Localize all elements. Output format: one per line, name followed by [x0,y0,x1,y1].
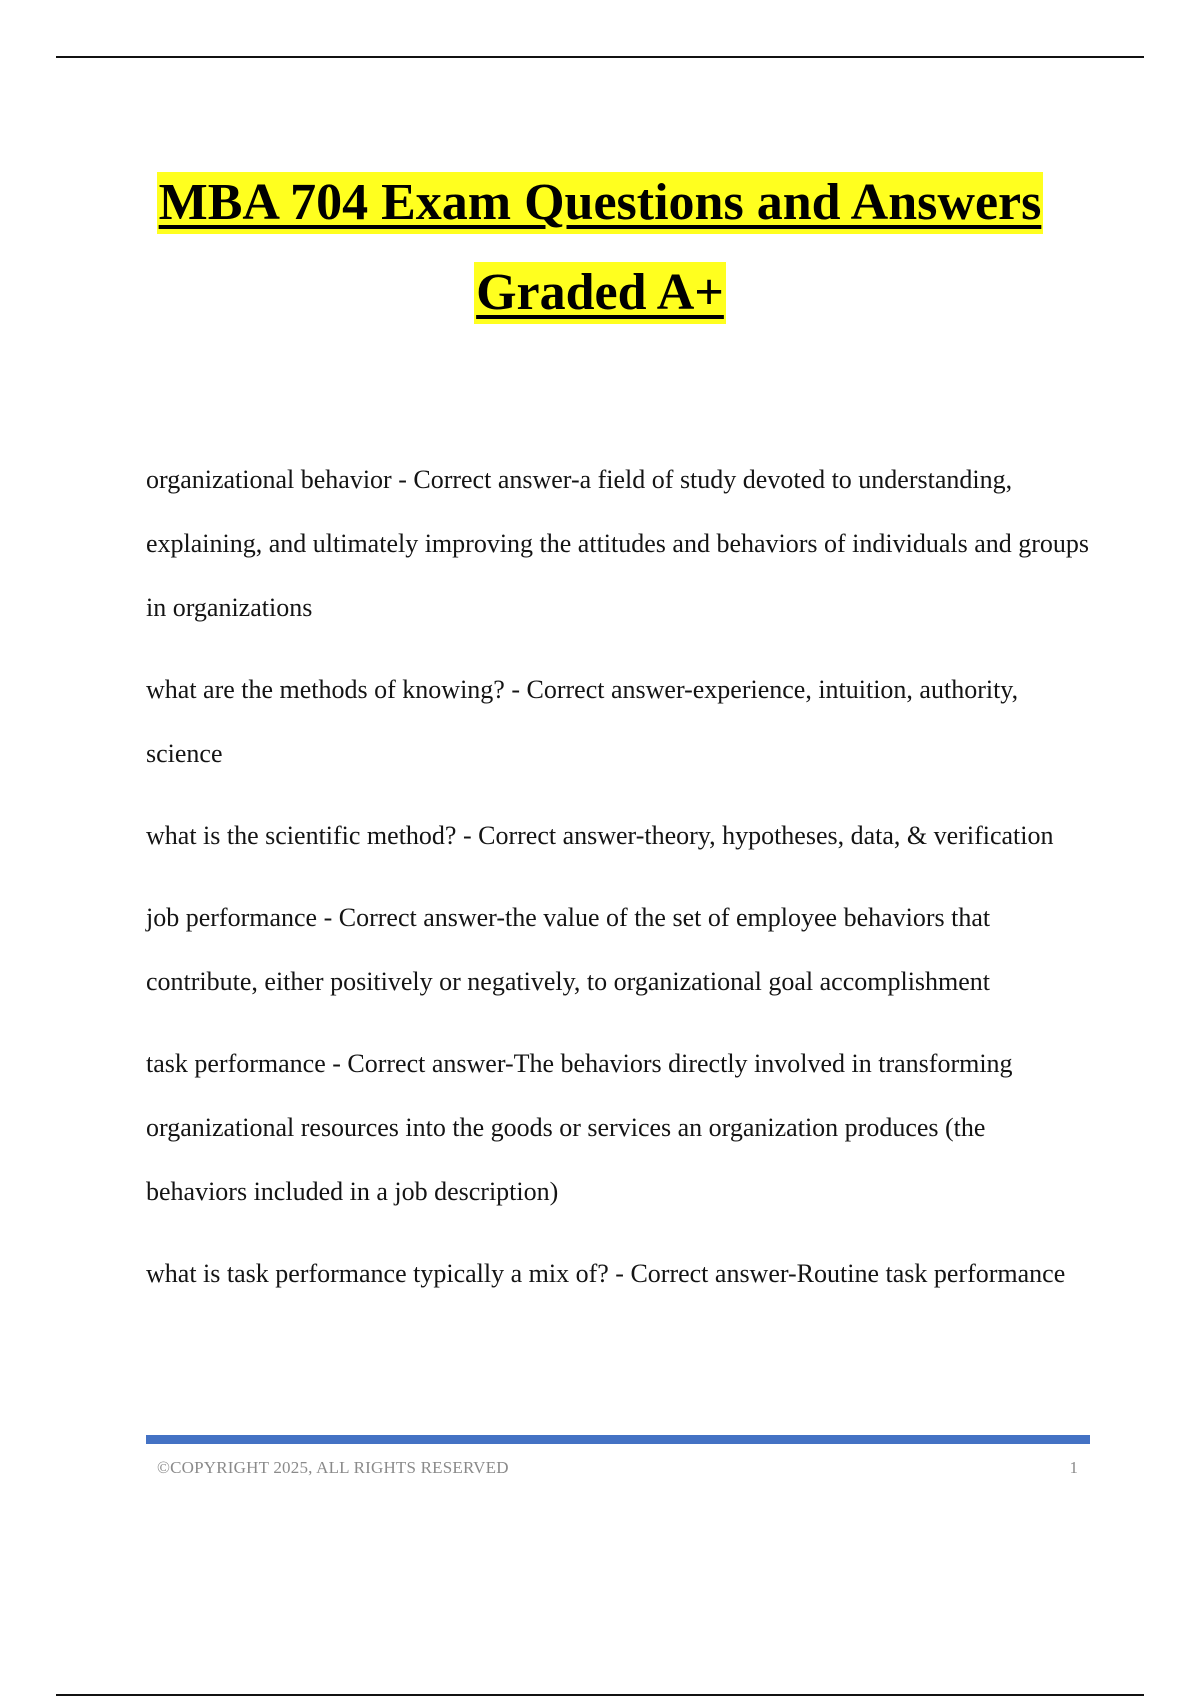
page-number: 1 [1069,1458,1078,1477]
title-line-2: Graded A+ [474,262,726,324]
footer-bar [146,1435,1090,1444]
qa-item: what is the scientific method? - Correct answer-theory, hypotheses, data, & verification [146,821,1054,850]
qa-item: what are the methods of knowing? - Correct answer-experience, intuition, authority, science [146,675,1019,768]
qa-item: job performance - Correct answer-the value of the set of employee behaviors that contribute, either positively or negatively, to organizational goal accomplishment [146,903,991,996]
page-bottom-rule [56,1694,1144,1696]
document-title [0,172,1200,324]
qa-item: task performance - Correct answer-The behaviors directly involved in transforming organizational resources into the goods or services an organization produces (the behaviors included in a job description) [146,1049,1013,1206]
page-top-rule [56,56,1144,58]
qa-item: what is task performance typically a mix of? - Correct answer-Routine task performance [146,1259,1066,1288]
footer-copyright: ©COPYRIGHT 2025, ALL RIGHTS RESERVED [157,1458,509,1477]
qa-list [146,448,1090,1324]
qa-item: organizational behavior - Correct answer-a field of study devoted to understanding, explaining, and ultimately improving the attitudes and behaviors of individuals and groups in organizations [146,465,1090,622]
title-line-1: MBA 704 Exam Questions and Answers [157,172,1044,234]
